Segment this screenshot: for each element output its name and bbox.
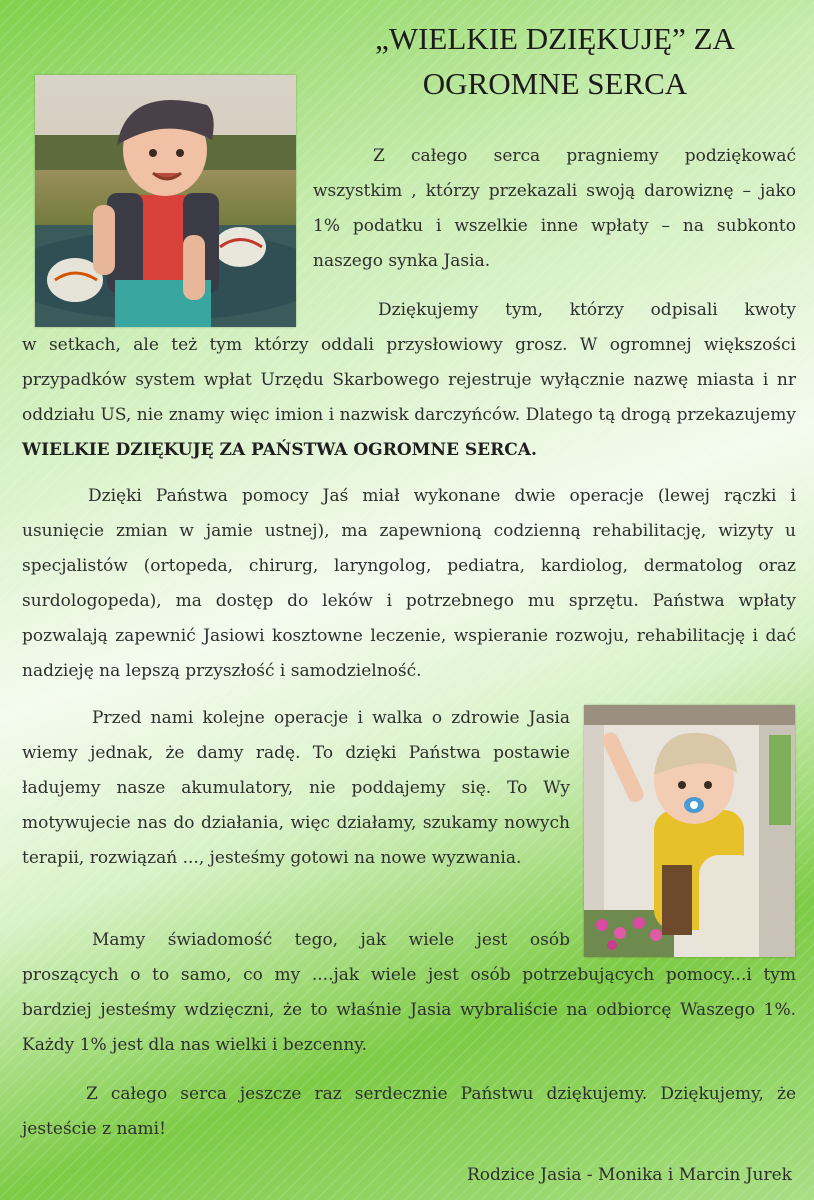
paragraph-5-start: [22, 923, 570, 958]
paragraph-3: [22, 479, 796, 689]
paragraph-5-rest: [22, 958, 796, 1063]
photo-boy-window-image: [584, 705, 795, 957]
page-title: [330, 16, 780, 106]
paragraph-2-start: [313, 293, 796, 328]
title-line-1: „WIELKIE DZIĘKUJĘ” ZA: [375, 21, 735, 56]
photo-boy-window: [584, 705, 795, 957]
paragraph-2-bold-text: WIELKIE DZIĘKUJĘ ZA PAŃSTWA OGROMNE SERCA.: [22, 440, 537, 460]
paragraph-2-rest: [22, 328, 796, 468]
paragraph-5-rest-text: proszących o to samo, co my ....jak wiele jest osób potrzebujących pomocy...i tym bardziej jesteśmy wdzięczni, że to właśnie Jasia wybraliście na odbiorcę Waszego 1%. Każdy 1% jest dla nas wielki i bezcenny.: [22, 965, 796, 1055]
paragraph-5-start-text: Mamy świadomość tego, jak wiele jest osób: [92, 930, 570, 950]
paragraph-6-text: Z całego serca jeszcze raz serdecznie Państwu dziękujemy. Dziękujemy, że jesteście z nami!: [22, 1084, 796, 1139]
paragraph-1-text: Z całego serca pragniemy podziękować wszystkim , którzy przekazali swoją darowiznę – jako 1% podatku i wszelkie inne wpłaty – na subkonto naszego synka Jasia.: [313, 146, 796, 271]
paragraph-4-text: Przed nami kolejne operacje i walka o zdrowie Jasia wiemy jednak, że damy radę. To dzięki Państwa postawie ładujemy nasze akumulatory, nie poddajemy się. To Wy motywujecie nas do działania, więc działamy, szukamy nowych terapii, rozwiązań ..., jesteśmy gotowi na nowe wyzwania.: [22, 708, 570, 868]
paragraph-3-text: Dzięki Państwa pomocy Jaś miał wykonane dwie operacje (lewej rączki i usunięcie zmian w jamie ustnej), ma zapewnioną codzienną rehabilitację, wizyty u specjalistów (ortopeda, chirurg, laryngolog, pediatra, kardiolog, dermatolog oraz surdologopeda), ma dostęp do leków i potrzebnego mu sprzętu. Państwa wpłaty pozwalają zapewnić Jasiowi kosztowne leczenie, wspieranie rozwoju, rehabilitację i dać nadzieję na lepszą przyszłość i samodzielność.: [22, 486, 796, 681]
paragraph-4: [22, 701, 570, 876]
paragraph-2-start-text: Dziękujemy tym, którzy odpisali kwoty: [378, 300, 796, 320]
title-line-2: OGROMNE SERCA: [422, 66, 688, 101]
photo-boy-trampoline: [35, 75, 296, 327]
paragraph-6: [22, 1077, 796, 1147]
photo-boy-trampoline-image: [35, 75, 296, 327]
signature: Rodzice Jasia - Monika i Marcin Jurek: [466, 1165, 792, 1185]
paragraph-2-rest-text: w setkach, ale też tym którzy oddali przysłowiowy grosz. W ogromnej większości przypadków system wpłat Urzędu Skarbowego rejestruje wyłącznie nazwę miasta i nr oddziału US, nie znamy więc imion i nazwisk darczyńców. Dlatego tą drogą przekazujemy: [22, 335, 796, 425]
paragraph-1: [313, 139, 796, 279]
